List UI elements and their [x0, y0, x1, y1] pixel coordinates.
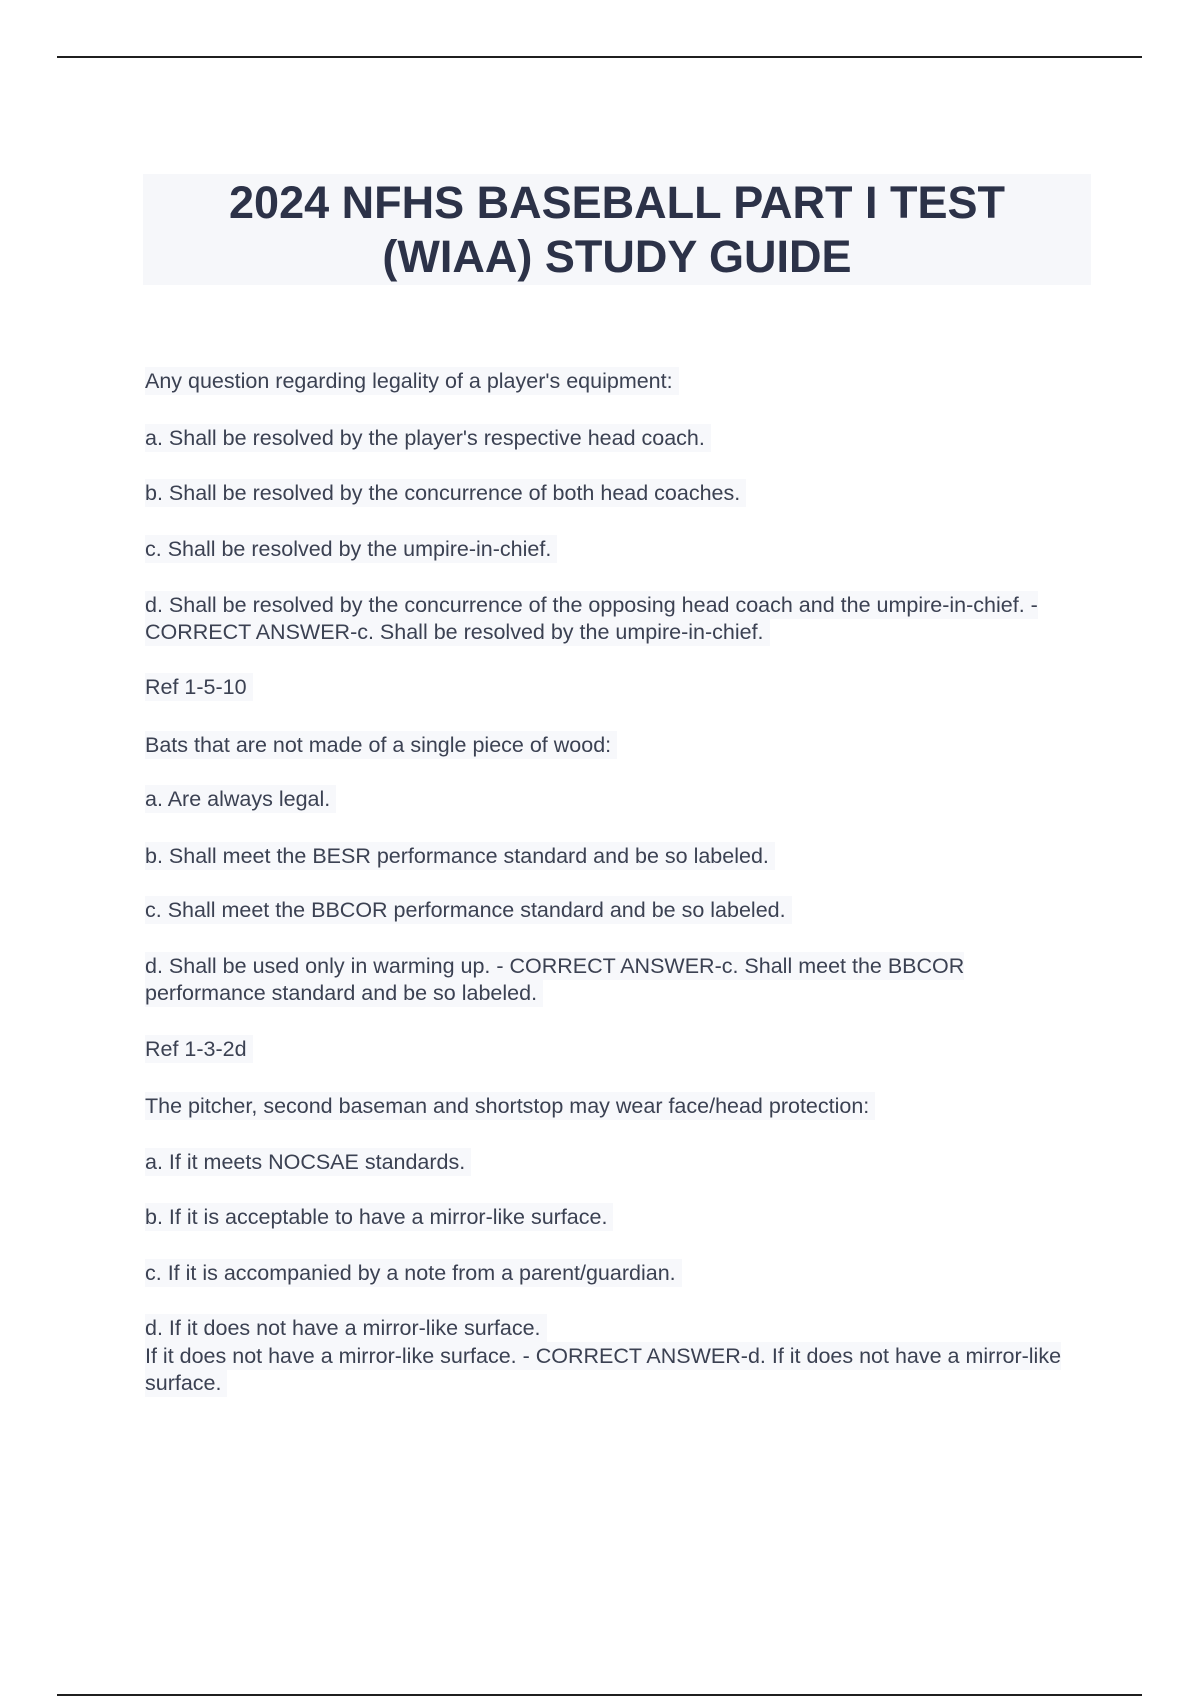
question-3-option-d: d. If it does not have a mirror-like surface. [145, 1315, 547, 1342]
title-banner [143, 174, 1091, 285]
question-3-option-c: c. If it is accompanied by a note from a parent/guardian. [145, 1260, 682, 1287]
top-rule [57, 56, 1142, 58]
question-2-option-a: a. Are always legal. [145, 786, 336, 813]
question-3-option-b: b. If it is acceptable to have a mirror-like surface. [145, 1204, 613, 1231]
question-1-option-d-answer: d. Shall be resolved by the concurrence of the opposing head coach and the umpire-in-chief. - CORRECT ANSWER-c. Shall be resolved by the umpire-in-chief. [145, 593, 1038, 644]
question-1-prompt: Any question regarding legality of a player's equipment: [145, 368, 679, 395]
document-title: 2024 NFHS BASEBALL PART I TEST (WIAA) STUDY GUIDE [229, 176, 1005, 282]
question-3-option-a: a. If it meets NOCSAE standards. [145, 1149, 471, 1176]
question-2-option-c: c. Shall meet the BBCOR performance standard and be so labeled. [145, 897, 792, 924]
question-1-option-a: a. Shall be resolved by the player's respective head coach. [145, 425, 711, 452]
question-3-prompt: The pitcher, second baseman and shortstop may wear face/head protection: [145, 1093, 875, 1120]
question-1-option-c: c. Shall be resolved by the umpire-in-chief. [145, 536, 557, 563]
question-1-option-b: b. Shall be resolved by the concurrence of both head coaches. [145, 480, 746, 507]
question-3-answer: If it does not have a mirror-like surface. - CORRECT ANSWER-d. If it does not have a mirror-like surface. [145, 1344, 1062, 1395]
question-2-option-b: b. Shall meet the BESR performance standard and be so labeled. [145, 843, 775, 870]
question-1-reference: Ref 1-5-10 [145, 674, 253, 701]
question-2-reference: Ref 1-3-2d [145, 1036, 253, 1063]
question-2-prompt: Bats that are not made of a single piece of wood: [145, 732, 617, 759]
bottom-rule [57, 1694, 1142, 1696]
question-2-option-d-answer: d. Shall be used only in warming up. - CORRECT ANSWER-c. Shall meet the BBCOR performance standard and be so labeled. [145, 954, 965, 1005]
